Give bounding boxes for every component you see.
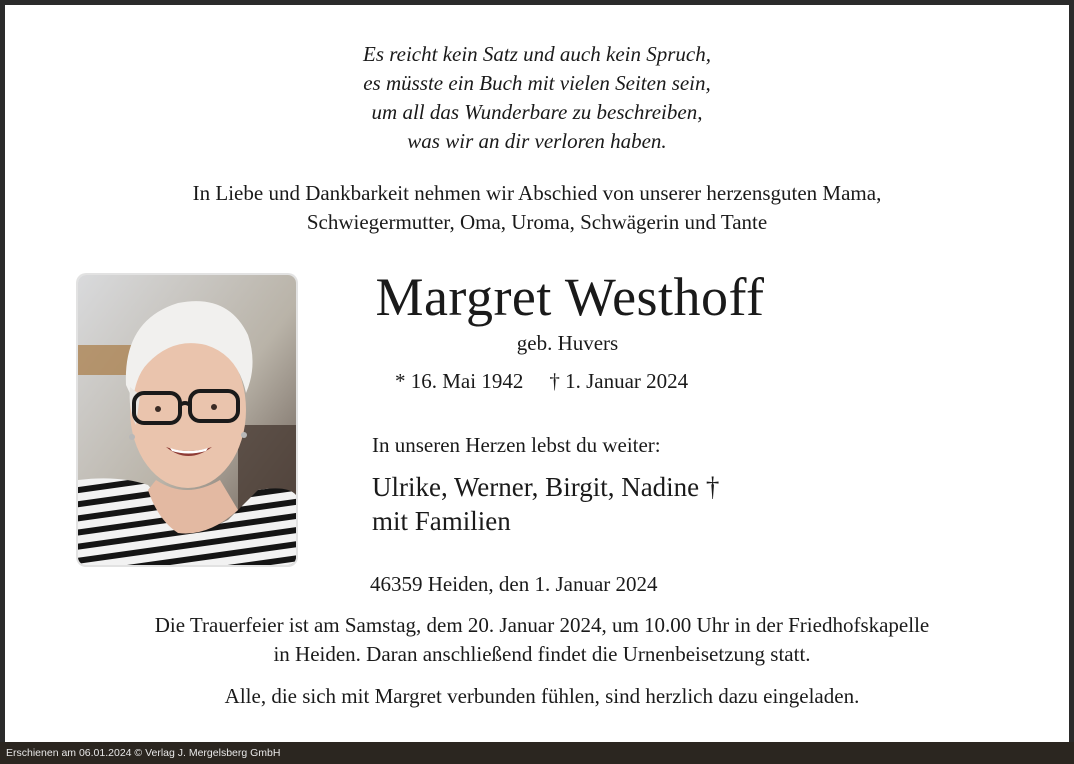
invitation-text: Alle, die sich mit Margret verbunden fühlen, sind herzlich dazu eingeladen. [224, 684, 860, 708]
farewell-intro [0, 179, 1074, 237]
poem-line: um all das Wunderbare zu beschreiben, [371, 100, 703, 124]
service-notice [0, 611, 1074, 669]
deceased-name: Margret Westhoff [375, 267, 765, 327]
intro-line: Schwiegermutter, Oma, Uroma, Schwägerin und Tante [306, 210, 768, 234]
life-dates [395, 367, 688, 395]
publication-footer: Erschienen am 06.01.2024 © Verlag J. Mergelsberg GmbH [0, 742, 1074, 764]
intro-line: In Liebe und Dankbarkeit nehmen wir Abschied von unserer herzensguten Mama, [192, 181, 882, 205]
poem-line: was wir an dir verloren haben. [407, 129, 667, 153]
service-line: in Heiden. Daran anschließend findet die Urnenbeisetzung statt. [273, 642, 811, 666]
mourners-heading: In unseren Herzen lebst du weiter: [372, 433, 661, 457]
mourners-list [372, 470, 719, 538]
mourners-line: Ulrike, Werner, Birgit, Nadine † [372, 472, 720, 502]
poem-line: es müsste ein Buch mit vielen Seiten sein, [363, 71, 711, 95]
portrait-photo [78, 275, 296, 565]
death-date: † 1. Januar 2024 [549, 369, 689, 393]
service-line: Die Trauerfeier ist am Samstag, dem 20. Januar 2024, um 10.00 Uhr in der Friedhofskapelle [154, 613, 930, 637]
poem-line: Es reicht kein Satz und auch kein Spruch, [363, 42, 711, 66]
memorial-poem [0, 40, 1074, 156]
maiden-name: geb. Huvers [516, 331, 619, 355]
place-date: 46359 Heiden, den 1. Januar 2024 [370, 572, 658, 596]
birth-date: * 16. Mai 1942 [395, 369, 524, 393]
mourners-line: mit Familien [372, 506, 511, 536]
